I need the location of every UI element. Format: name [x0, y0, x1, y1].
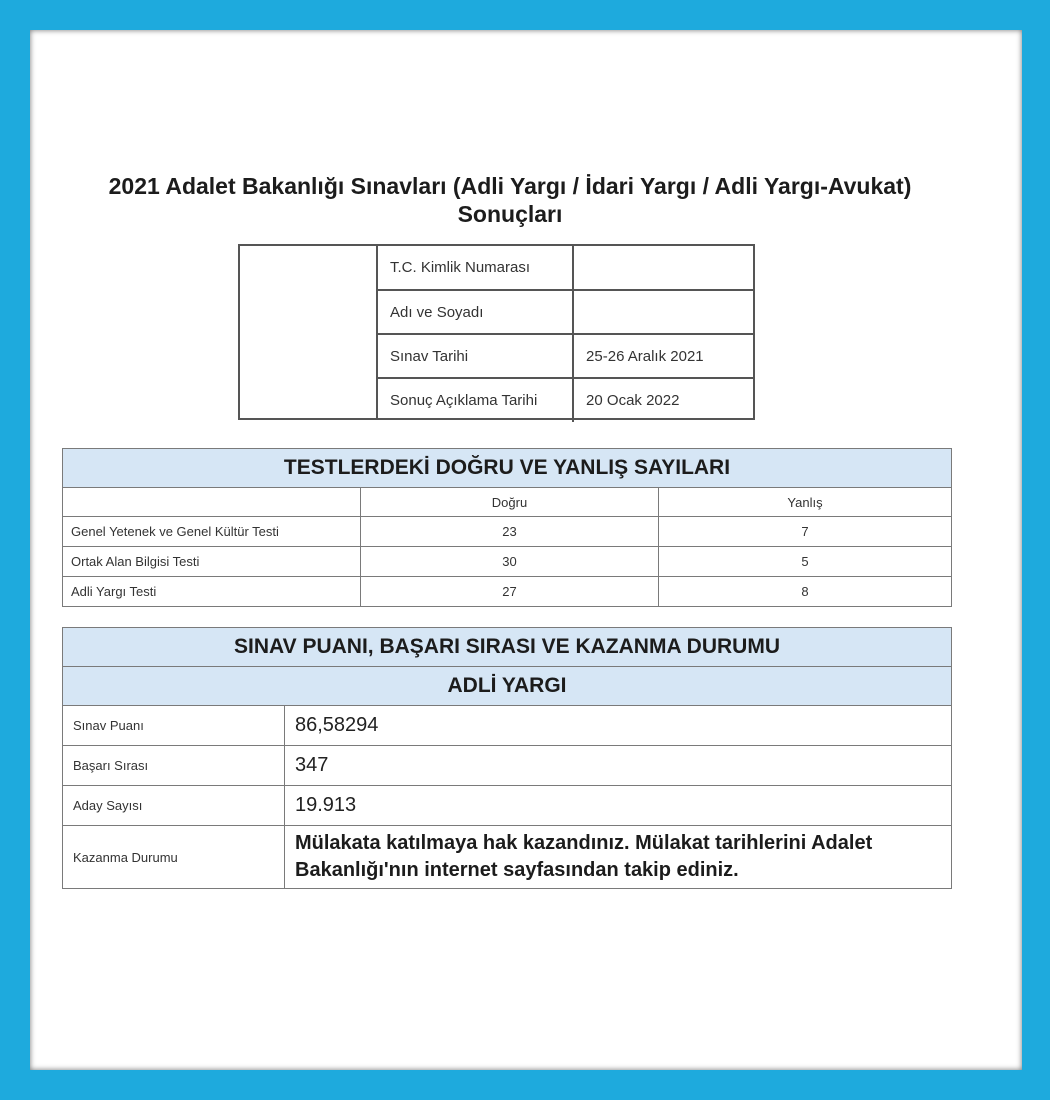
score-heading: SINAV PUANI, BAŞARI SIRASI VE KAZANMA DURUMU — [63, 628, 952, 667]
correct-count: 27 — [361, 577, 659, 607]
column-header-correct: Doğru — [361, 488, 659, 517]
status-message: Mülakata katılmaya hak kazandınız. Mülakat tarihlerini Adalet Bakanlığı'nın internet sayfasından takip ediniz. — [285, 826, 952, 889]
tests-table — [62, 448, 952, 607]
score-table — [62, 627, 952, 889]
score-subheading: ADLİ YARGI — [63, 667, 952, 706]
wrong-count: 7 — [659, 517, 952, 547]
table-row — [63, 547, 952, 577]
info-value — [573, 246, 753, 290]
tests-column-header — [63, 488, 952, 517]
score-row-points — [63, 706, 952, 746]
info-row-id — [378, 246, 753, 290]
info-label: Sınav Tarihi — [378, 334, 573, 378]
info-row-result-date — [378, 378, 753, 422]
test-name: Adli Yargı Testi — [63, 577, 361, 607]
wrong-count: 8 — [659, 577, 952, 607]
correct-count: 30 — [361, 547, 659, 577]
score-value: 19.913 — [285, 786, 952, 826]
table-row — [63, 517, 952, 547]
score-row-status — [63, 826, 952, 889]
score-label: Başarı Sırası — [63, 746, 285, 786]
score-row-rank — [63, 746, 952, 786]
page-title: 2021 Adalet Bakanlığı Sınavları (Adli Yargı / İdari Yargı / Adli Yargı-Avukat) Sonuçları — [108, 173, 912, 227]
info-row-name — [378, 290, 753, 334]
info-label: Sonuç Açıklama Tarihi — [378, 378, 573, 422]
test-name: Genel Yetenek ve Genel Kültür Testi — [63, 517, 361, 547]
score-label: Aday Sayısı — [63, 786, 285, 826]
candidate-info-box — [238, 244, 755, 420]
tests-heading: TESTLERDEKİ DOĞRU VE YANLIŞ SAYILARI — [63, 449, 952, 488]
info-value: 25-26 Aralık 2021 — [573, 334, 753, 378]
score-row-candidates — [63, 786, 952, 826]
test-name: Ortak Alan Bilgisi Testi — [63, 547, 361, 577]
score-label: Kazanma Durumu — [63, 826, 285, 889]
candidate-info-table — [378, 246, 753, 422]
table-row — [63, 577, 952, 607]
correct-count: 23 — [361, 517, 659, 547]
score-value: 347 — [285, 746, 952, 786]
photo-area — [240, 246, 378, 418]
score-value: 86,58294 — [285, 706, 952, 746]
column-header — [63, 488, 361, 517]
info-row-exam-date — [378, 334, 753, 378]
score-label: Sınav Puanı — [63, 706, 285, 746]
wrong-count: 5 — [659, 547, 952, 577]
info-value: 20 Ocak 2022 — [586, 392, 680, 409]
info-label: T.C. Kimlik Numarası — [378, 246, 573, 290]
column-header-wrong: Yanlış — [659, 488, 952, 517]
info-value — [573, 290, 753, 334]
info-label: Adı ve Soyadı — [378, 290, 573, 334]
